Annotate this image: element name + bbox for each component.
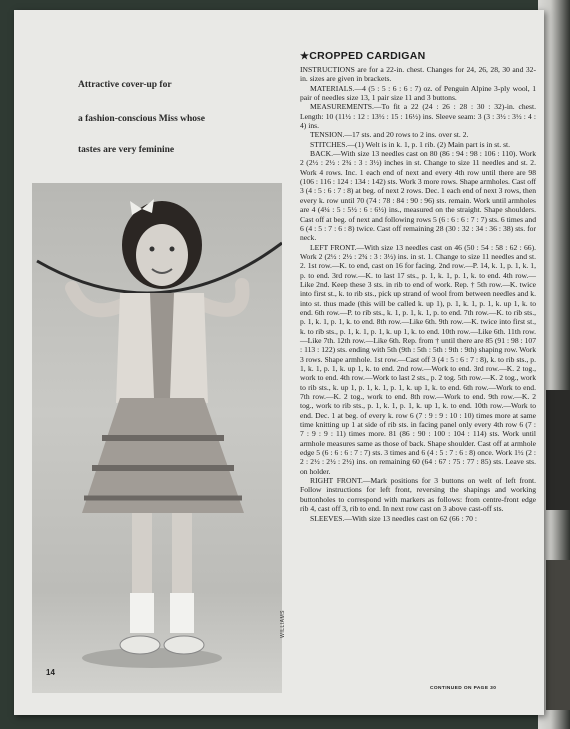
paragraph-intro: INSTRUCTIONS are for a 22-in. chest. Changes for 24, 26, 28, 30 and 32-in. sizes are given in brackets. <box>300 65 536 84</box>
photo-girl-with-hoop <box>32 183 282 693</box>
caption-line-1: Attractive cover-up for <box>78 80 172 90</box>
paragraph-measurements: MEASUREMENTS.—To fit a 22 (24 : 26 : 28 : 30 : 32)-in. chest. Length: 10 (11½ : 12 : 13½ : 15 : 16½) ins. Sleeve seam: 3 (3 : 3½ : 3½ : 4 : 4) ins. <box>300 102 536 131</box>
continued-note: CONTINUED ON PAGE 30 <box>430 686 497 691</box>
paragraph-stitches: STITCHES.—(1) Welt is in k. 1, p. 1 rib. (2) Main part is in st. st. <box>310 139 511 149</box>
caption-line-2: a fashion-conscious Miss whose <box>78 114 205 124</box>
page-number: 14 <box>46 668 55 677</box>
paragraph-back: BACK.—With size 13 needles cast on 80 (86 : 94 : 98 : 106 : 110). Work 2 (2½ : 2½ : 2¾ : 3 : 3½) inches in st. Change to size 11 needles and st. 2. Work 4 rows. Inc. 1 each end of next and every 4th row until there are 98 (106 : 116 : 124 : 134 : 142) sts. Work 3 more rows. Shape armholes. Cast off 3 (4 : 5 : 6 : 7 : 8) at beg. of next 2 rows. Dec. 1 each end of next 3 rows, then every k. row until 70 (74 : 78 : 84 : 90 : 96) sts. remain. Work until armholes are 4 (4¼ : 5 : 5½ : 6 : 6½) ins., measured on the straight. Shape shoulders. Cast off at beg. of next and following rows 5 (6 : 6 : 6 : 7 : 7) sts. 6 times and 6 (4 : 5 : 7 : 6 : 8) twice. Cast off remaining 28 (30 : 32 : 34 : 36 : 38) sts. for neck. <box>300 149 536 243</box>
photo-credit: WILLIAMS <box>280 610 286 638</box>
caption-line-3: tastes are very feminine <box>78 145 175 155</box>
paragraph-sleeves: SLEEVES.—With size 13 needles cast on 62 (66 : 70 : <box>310 513 477 523</box>
article-title: ★CROPPED CARDIGAN <box>300 50 426 62</box>
pattern-instructions <box>300 50 536 523</box>
paragraph-materials: MATERIALS.—4 (5 : 5 : 6 : 6 : 7) oz. of Penguin Alpine 3-ply wool, 1 pair of needles size 13, 1 pair size 11 and 3 buttons. <box>300 83 536 103</box>
paragraph-right-front: RIGHT FRONT.—Mark positions for 3 buttons on welt of left front. Follow instructions for left front, reversing the shapings and working buttonholes to correspond with markers as follows: from centre-front edge rib 4, cast off 3, rib to end. In next row cast on 3 above cast-off sts. <box>300 476 536 514</box>
star-icon: ★ <box>300 51 310 62</box>
paragraph-left-front: LEFT FRONT.—With size 13 needles cast on 46 (50 : 54 : 58 : 62 : 66). Work 2 (2½ : 2½ : 2¾ : 3 : 3½) ins. in st. 1. Change to size 11 needles and st. 2. 1st row.—K. to end, cast on 16 for facing. 2nd row.—P. 14, k. 1, p. 1, k. 1, p. to end. 3rd row.—K. to last 17 sts., p. 1, k. 1, p. 1, k. to end. 4th row.—Like 2nd. Keep these 3 sts. in rib to end of work. Rep. † 5th row.—K. twice into first st., k. to rib sts., pick up strand of wool from between needles and k. into st. thus made (this will be called k. up 1), p. 1, k. 1, p. 1, k. up 1, k. to end. 6th row.—P. to rib sts., k. 1, p. 1, k. 1, p. to end. 7th row.—K. to rib sts., p. 1, k. 1, p. 1, k. to end. 8th row.—Like 6th. 9th row.—K. twice into first st., k. to rib sts., p. 1, k. 1, p. 1, k. up 1, k. to end. 10th row.—Like 6th. 11th row.—Like 7th. 12th row.—Like 6th. Rep. from † until there are 85 (91 : 98 : 107 : 113 : 122) sts. ending with 5th (9th : 5th : 5th : 9th : 9th) shaping row. Work 3 rows. Shape armhole. 1st row.—Cast off 3 (4 : 5 : 6 : 7 : 8), k. to rib sts., p. 1, k. 1, p. 1, k. up 1, k. to end. 2nd row.—Work to end. 3rd row.—K. 2 tog., work to end. 4th row.—Work to last 2 sts., p. 2 tog. 5th row.—K. 2 tog., work to rib sts., k. up 1, p. 1, k. 1, p. 1, k. up 1, k. to end. 6th row.—Work to end. 7th row.—K. 2 tog., work to end. 8th row.—Work to end. 9th row.—K. 2 tog., work to rib sts., p. 1, k. 1, p. 1, k. up 1, k. to end. 10th row.—Work to end. Dec. 1 at beg. of every k. row 6 (7 : 9 : 9 : 10 : 10) times more at same time knitting up 1 at side of rib sts. in facing panel only every 4th row 6 (7 : 7 : 9 : 9 : 11) times more. 81 (86 : 90 : 100 : 104 : 114) sts. Work until armhole measures same as those of back. Shape shoulder. Cast off at armhole edge 5 (6 : 6 : 6 : 7 : 7) sts. 3 times and 6 (4 : 5 : 7 : 6 : 8) once. Work 1½ (2 : 2 : 2½ : 2½ : 2½) ins. on remaining 60 (64 : 67 : 75 : 77 : 85) sts. Leave sts. on holder. <box>300 242 536 476</box>
paragraph-tension: TENSION.—17 sts. and 20 rows to 2 ins. over st. 2. <box>310 130 469 140</box>
